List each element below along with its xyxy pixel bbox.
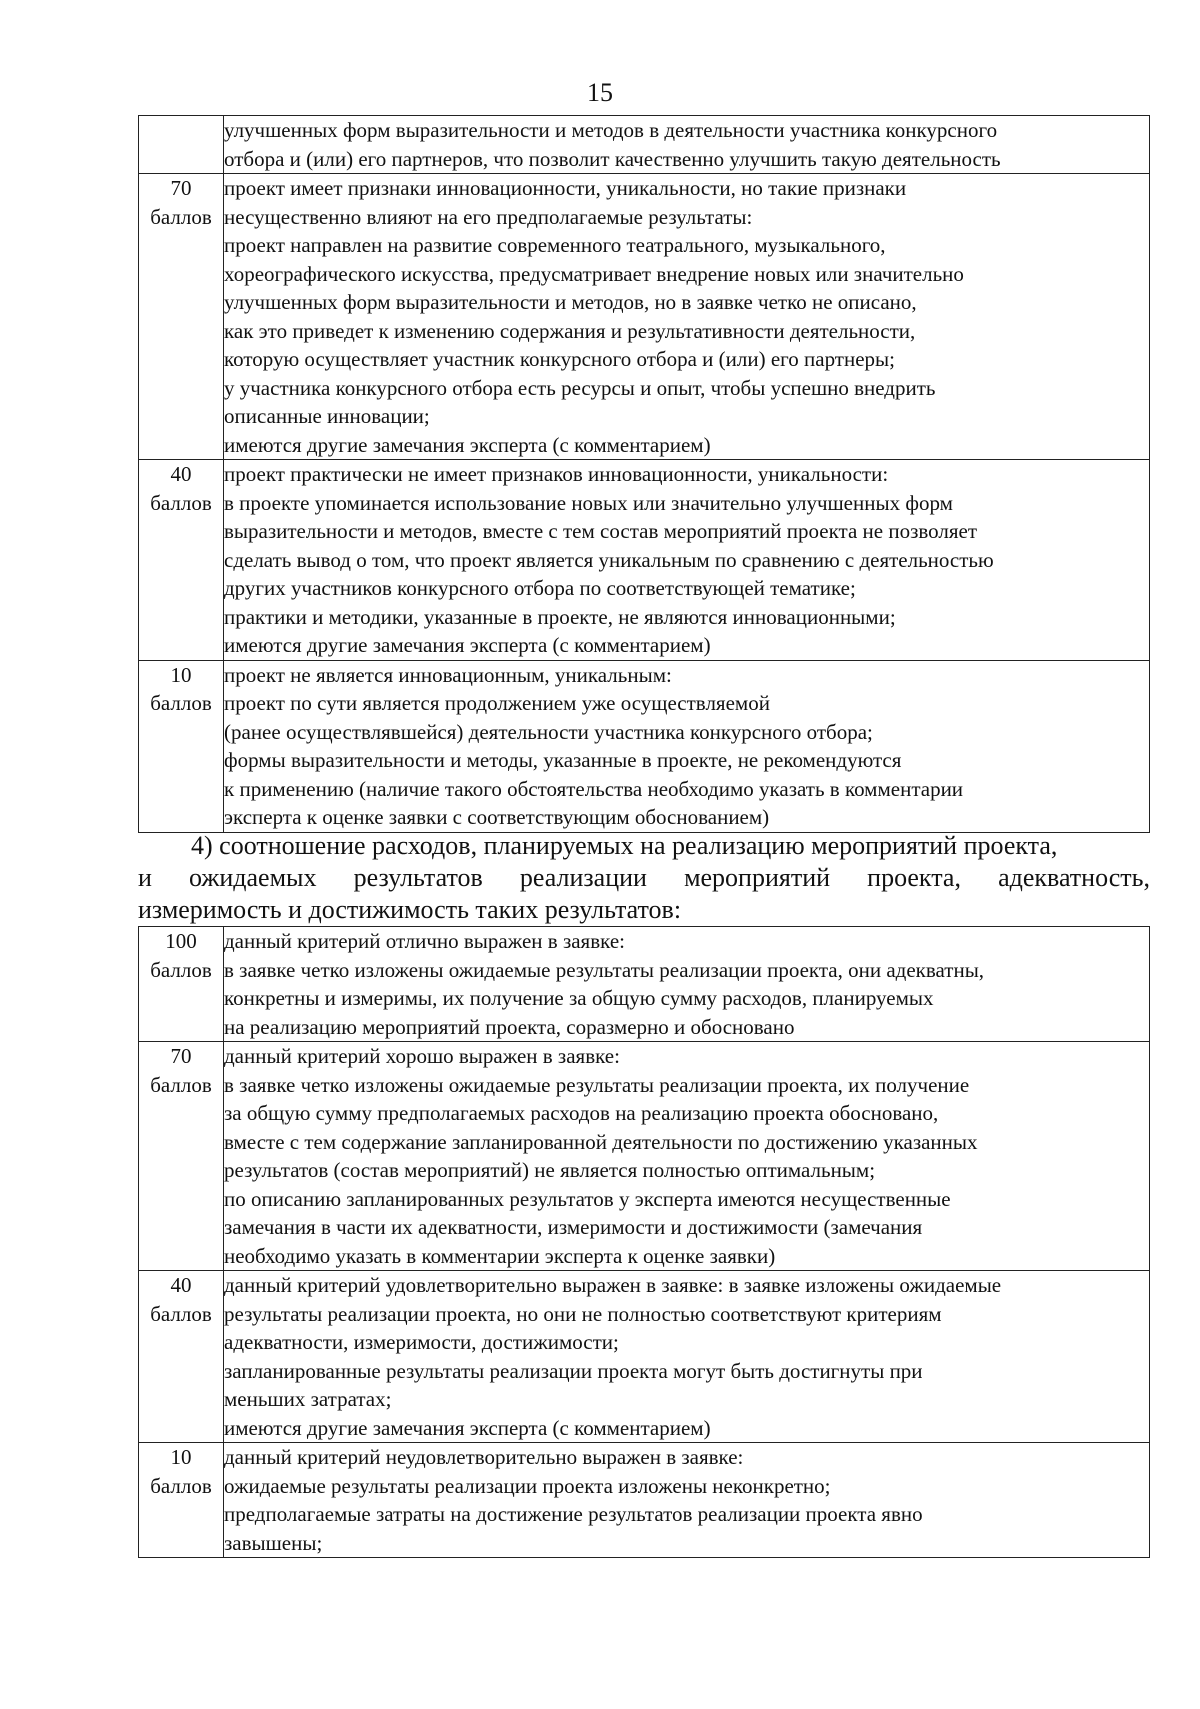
score-unit: баллов <box>150 1072 212 1097</box>
page-number: 15 <box>587 78 613 107</box>
criterion-line: несущественно влияют на его предполагаемые результаты: <box>224 204 753 229</box>
criterion-line: за общую сумму предполагаемых расходов на реализацию проекта обосновано, <box>224 1101 939 1125</box>
table-row <box>139 1271 1150 1443</box>
criterion-text-cell <box>224 1271 1150 1443</box>
criterion-line: имеются другие замечания эксперта (с комментарием) <box>224 432 711 457</box>
criterion-line: улучшенных форм выразительности и методов в деятельности участника конкурсного <box>224 118 998 142</box>
score-cell <box>139 927 224 1042</box>
criterion-line: результаты реализации проекта, но они не полностью соответствуют критериям <box>224 1301 942 1326</box>
criterion-line: других участников конкурсного отбора по соответствующей тематике; <box>224 576 856 600</box>
score-unit: баллов <box>150 957 212 982</box>
score-value: 70 <box>170 176 192 200</box>
score-cell <box>139 460 224 661</box>
criterion-line: (ранее осуществлявшейся) деятельности участника конкурсного отбора; <box>224 719 873 744</box>
table-row <box>139 1042 1150 1271</box>
table-row <box>139 1443 1150 1558</box>
criterion-text-cell <box>224 660 1150 832</box>
criterion-line: в заявке четко изложены ожидаемые результаты реализации проекта, их получение <box>224 1072 970 1097</box>
score-unit: баллов <box>150 204 212 229</box>
score-value: 40 <box>170 462 192 486</box>
paragraph-line: измеримость и достижимость таких результатов: <box>138 895 682 924</box>
criterion-line: улучшенных форм выразительности и методов, но в заявке четко не описано, <box>224 290 917 314</box>
criterion-line: в заявке четко изложены ожидаемые результаты реализации проекта, они адекватны, <box>224 957 985 982</box>
criterion-line: результатов (состав мероприятий) не является полностью оптимальным; <box>224 1158 876 1182</box>
score-value: 100 <box>165 929 197 953</box>
criterion-line: эксперта к оценке заявки с соответствующим обоснованием) <box>224 805 770 829</box>
score-value: 10 <box>170 662 192 687</box>
score-unit: баллов <box>150 1301 212 1326</box>
criterion-line: как это приведет к изменению содержания и результативности деятельности, <box>224 318 916 343</box>
criterion-text-cell <box>224 460 1150 661</box>
table-row <box>139 460 1150 661</box>
criterion-line: данный критерий удовлетворительно выражен в заявке: в заявке изложены ожидаемые <box>224 1273 1002 1297</box>
criterion-line: замечания в части их адекватности, измеримости и достижимости (замечания <box>224 1215 923 1239</box>
criterion-line: проект направлен на развитие современного театрального, музыкального, <box>224 233 886 257</box>
criterion-text-cell <box>224 927 1150 1042</box>
criterion-line: имеются другие замечания эксперта (с комментарием) <box>224 1415 711 1440</box>
criterion-text-cell <box>224 174 1150 460</box>
score-cell <box>139 116 224 174</box>
criterion-line: хореографического искусства, предусматривает внедрение новых или значительно <box>224 261 964 286</box>
score-value: 10 <box>170 1445 192 1469</box>
criteria-table-results <box>138 926 1150 1558</box>
table-row <box>139 927 1150 1042</box>
criterion-line: конкретны и измеримы, их получение за общую сумму расходов, планируемых <box>224 986 934 1010</box>
score-cell <box>139 174 224 460</box>
criterion-line: проект имеет признаки инновационности, уникальности, но такие признаки <box>224 176 907 200</box>
paragraph-line: и ожидаемых результатов реализации мероприятий проекта, адекватность, <box>138 863 1150 892</box>
criterion-line: отбора и (или) его партнеров, что позволит качественно улучшить такую деятельность <box>224 146 1001 171</box>
criterion-text-cell <box>224 116 1150 174</box>
score-unit: баллов <box>150 1473 212 1498</box>
criterion-line: формы выразительности и методы, указанные в проекте, не рекомендуются <box>224 748 902 772</box>
criterion-line: описанные инновации; <box>224 404 430 428</box>
criterion-line: к применению (наличие такого обстоятельства необходимо указать в комментарии <box>224 776 964 801</box>
criterion-line: практики и методики, указанные в проекте, не являются инновационными; <box>224 604 896 629</box>
criterion-line: меньших затратах; <box>224 1387 392 1411</box>
score-cell <box>139 1042 224 1271</box>
criterion-line: в проекте упоминается использование новых или значительно улучшенных форм <box>224 490 953 515</box>
score-value: 70 <box>170 1044 192 1068</box>
score-cell <box>139 1271 224 1443</box>
score-unit: баллов <box>150 490 212 515</box>
criterion-line: предполагаемые затраты на достижение результатов реализации проекта явно <box>224 1502 923 1526</box>
criterion-line: необходимо указать в комментарии эксперта к оценке заявки) <box>224 1243 776 1268</box>
score-unit: баллов <box>150 691 212 715</box>
criterion-line: данный критерий отлично выражен в заявке: <box>224 929 625 953</box>
criterion-4-heading <box>138 830 1150 926</box>
criterion-line: завышены; <box>224 1530 323 1555</box>
criterion-text-cell <box>224 1443 1150 1558</box>
score-cell <box>139 1443 224 1558</box>
criterion-line: вместе с тем содержание запланированной деятельности по достижению указанных <box>224 1129 978 1154</box>
score-cell <box>139 660 224 832</box>
criterion-line: данный критерий неудовлетворительно выражен в заявке: <box>224 1445 744 1469</box>
criterion-line: по описанию запланированных результатов у эксперта имеются несущественные <box>224 1186 951 1211</box>
criterion-line: на реализацию мероприятий проекта, соразмерно и обосновано <box>224 1014 795 1039</box>
criterion-line: сделать вывод о том, что проект является уникальным по сравнению с деятельностью <box>224 547 994 572</box>
criterion-line: проект практически не имеет признаков инновационности, уникальности: <box>224 462 889 486</box>
table-row <box>139 116 1150 174</box>
criterion-line: адекватности, измеримости, достижимости; <box>224 1330 619 1354</box>
criterion-line: проект не является инновационным, уникальным: <box>224 662 672 687</box>
paragraph-line: 4) соотношение расходов, планируемых на реализацию мероприятий проекта, <box>191 831 1058 860</box>
criterion-line: выразительности и методов, вместе с тем состав мероприятий проекта не позволяет <box>224 519 977 543</box>
criterion-line: проект по сути является продолжением уже осуществляемой <box>224 691 770 715</box>
criterion-line: которую осуществляет участник конкурсного отбора и (или) его партнеры; <box>224 347 895 371</box>
criterion-text-cell <box>224 1042 1150 1271</box>
criterion-line: запланированные результаты реализации проекта могут быть достигнуты при <box>224 1358 923 1383</box>
criteria-table-innovation <box>138 115 1150 833</box>
criterion-line: данный критерий хорошо выражен в заявке: <box>224 1044 620 1068</box>
criterion-line: у участника конкурсного отбора есть ресурсы и опыт, чтобы успешно внедрить <box>224 375 936 400</box>
criterion-line: имеются другие замечания эксперта (с комментарием) <box>224 633 711 657</box>
table-row <box>139 174 1150 460</box>
criterion-line: ожидаемые результаты реализации проекта изложены неконкретно; <box>224 1473 831 1498</box>
table-row <box>139 660 1150 832</box>
score-value: 40 <box>170 1273 192 1297</box>
